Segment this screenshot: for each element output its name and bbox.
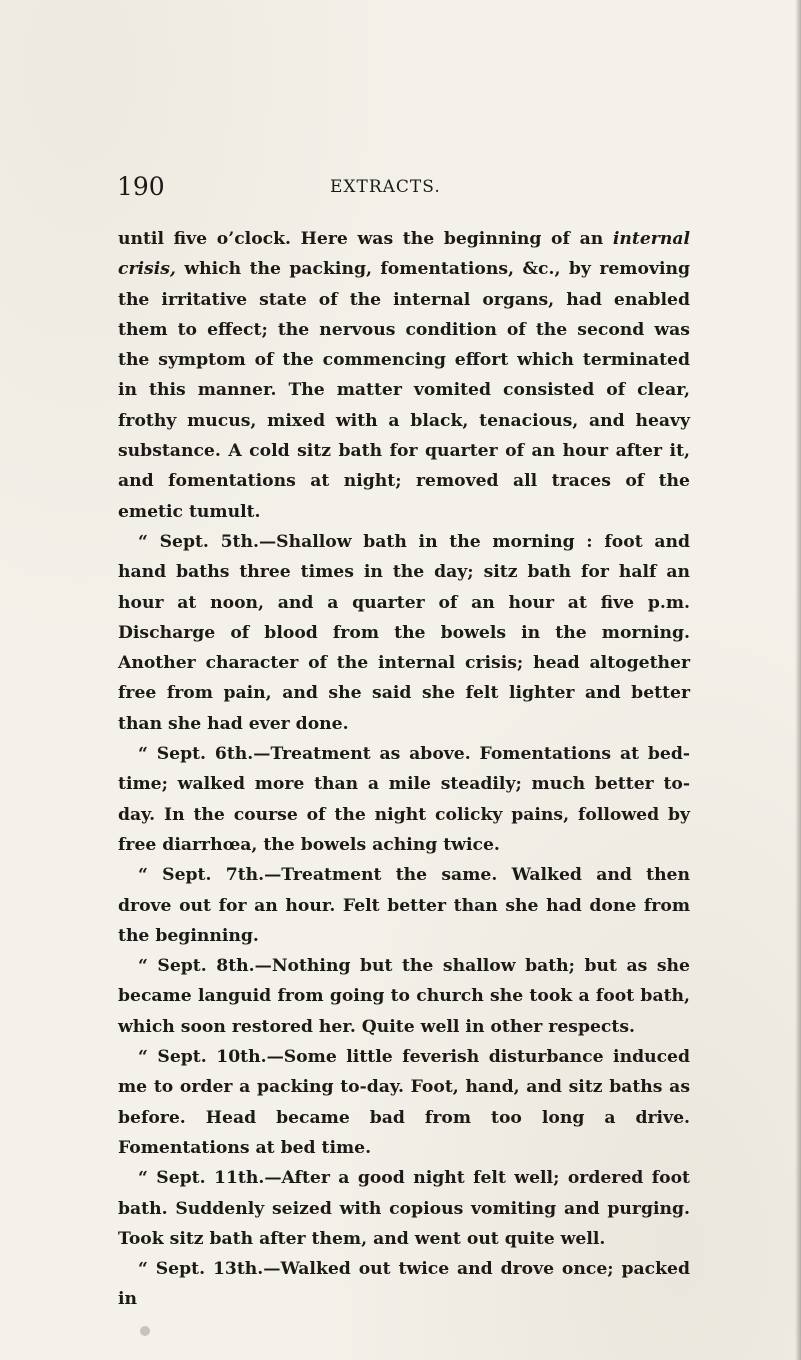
paragraph-intro-text-after: which the packing, fomentations, &c., by removing the irritative state of the internal organs, had enabled them to effect; the nervous condition of the second was the symptom of the commencing effort which terminated in this manner. The matter vomited consisted of clear, frothy mucus, mixed with a black, tenacious, and heavy substance. A cold sitz bath for quarter of an hour after it, and fomentations at night; removed all traces of the emetic tumult. (118, 259, 690, 522)
paragraph-sept-10: “ Sept. 10th.—Some little feverish disturbance induced me to order a packing to-day. Foot, hand, and sitz baths as before. Head became bad from too long a drive. Fomentations at bed time. (118, 1047, 690, 1158)
paragraph-sept-6: “ Sept. 6th.—Treatment as above. Fomentations at bed-time; walked more than a mile steadily; much better to-day. In the course of the night colicky pains, followed by free diarrhœa, the bowels aching twice. (118, 744, 690, 855)
running-head: EXTRACTS. (330, 177, 441, 197)
paragraph-sept-13: “ Sept. 13th.—Walked out twice and drove once; packed in (118, 1259, 690, 1310)
page-header (0, 172, 801, 208)
paragraph-sept-11: “ Sept. 11th.—After a good night felt well; ordered foot bath. Suddenly seized with copious vomiting and purging. Took sitz bath after them, and went out quite well. (118, 1168, 690, 1249)
paragraph-sept-8: “ Sept. 8th.—Nothing but the shallow bath; but as she became languid from going to church she took a foot bath, which soon restored her. Quite well in other respects. (118, 956, 690, 1037)
emphasis-internal-crisis: internal crisis, (118, 229, 690, 280)
paragraph-sept-7: “ Sept. 7th.—Treatment the same. Walked and then drove out for an hour. Felt better than she had done from the beginning. (118, 865, 690, 946)
ink-spot (140, 1326, 150, 1336)
paragraph-intro-text-before: until five o’clock. Here was the beginning of an (118, 229, 613, 249)
body-text (118, 224, 690, 1315)
paragraph-sept-5: “ Sept. 5th.—Shallow bath in the morning : foot and hand baths three times in the day; sitz bath for half an hour at noon, and a quarter of an hour at five p.m. Discharge of blood from the bowels in the morning. Another character of the internal crisis; head altogether free from pain, and she said she felt lighter and better than she had ever done. (118, 531, 690, 734)
paragraph-intro (118, 224, 690, 527)
page-number: 190 (117, 172, 165, 201)
